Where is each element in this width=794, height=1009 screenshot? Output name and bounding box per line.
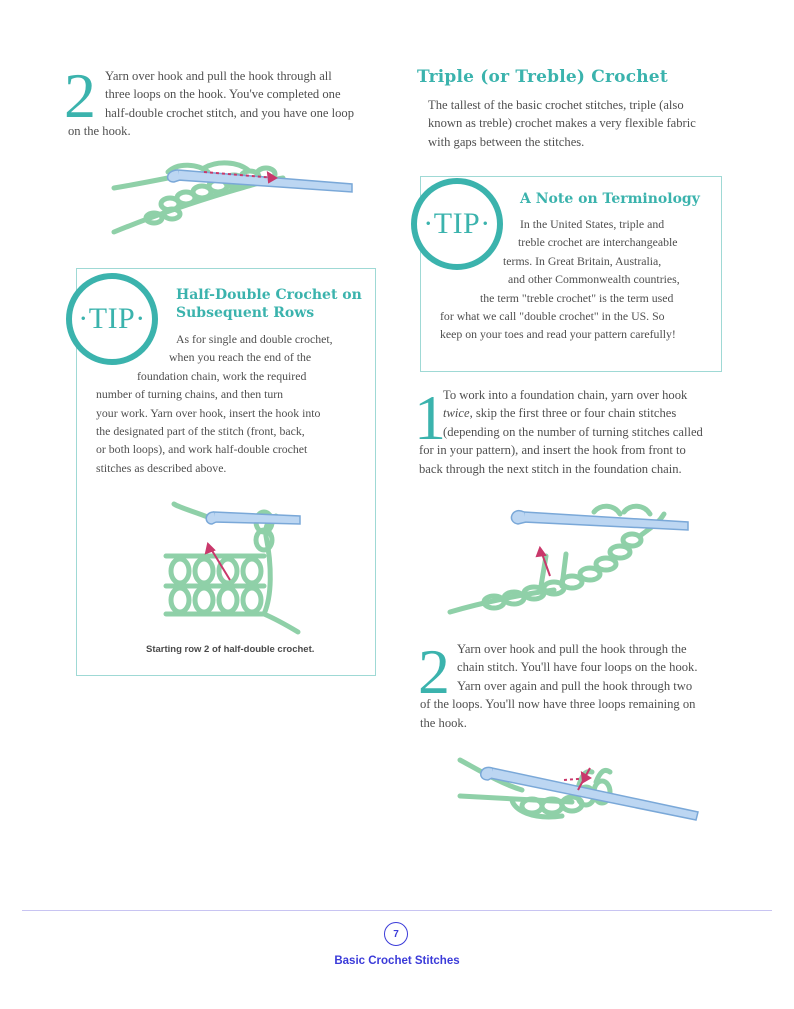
- crochet-hook-icon: [481, 767, 698, 820]
- crochet-hook-icon: [206, 512, 300, 524]
- step-number: 1: [414, 382, 446, 453]
- step-number: 2: [418, 636, 450, 707]
- step-text: Yarn over hook and pull the hook through the chain stitch. You'll have four loops on the hook. Yarn over again and pull the hook through two of the loops. You'll now have three loops remaining on the hook.: [420, 642, 698, 730]
- hdc-row2-illustration: [160, 496, 310, 636]
- tip-badge: ·TIP·: [66, 273, 158, 365]
- footer-divider: [22, 910, 772, 911]
- page-number-badge: 7: [384, 922, 408, 946]
- tip-body: In the United States, triple and treble crochet are interchangeable terms. In Great Britain, Australia, and other Commonwealth countries, the term "treble crochet" is the term used for what we call "double crochet" in the US. So keep on your toes and read your pattern carefully!: [440, 217, 680, 342]
- tip-title: A Note on Terminology: [520, 191, 700, 207]
- tip-body: As for single and double crochet, when you reach the end of the foundation chain, work the required number of turning chains, and then turn your work. Yarn over hook, insert the hook into the designated part of the stitch (front, back, or both loops), and work half-double crochet stitches as described above.: [96, 332, 333, 475]
- hdc-step2-illustration: [108, 154, 360, 238]
- treble-step1-illustration: [444, 494, 694, 618]
- step-number: 2: [64, 60, 96, 131]
- step-text: To work into a foundation chain, yarn over hook twice, skip the first three or four chain stitches (depending on the number of turning stitches called for in your pattern), and insert the hook from front to back through the next stitch in the foundation chain.: [419, 388, 703, 476]
- section-title: Triple (or Treble) Crochet: [417, 67, 668, 87]
- chapter-link[interactable]: Basic Crochet Stitches: [334, 955, 460, 967]
- tip-badge: ·TIP·: [411, 178, 503, 270]
- illustration-caption: Starting row 2 of half-double crochet.: [146, 644, 315, 655]
- section-intro: The tallest of the basic crochet stitches, triple (also known as treble) crochet makes a very flexible fabric with gaps between the stitches.: [428, 98, 696, 149]
- step-text-continued: half-double crochet stitch, and you have one loop on the hook.: [68, 106, 354, 139]
- step-text: Yarn over hook and pull the hook through all three loops on the hook. You've completed one: [105, 69, 341, 102]
- treble-step2-illustration: [452, 750, 702, 834]
- tip-title: Half-Double Crochet on Subsequent Rows: [176, 287, 362, 321]
